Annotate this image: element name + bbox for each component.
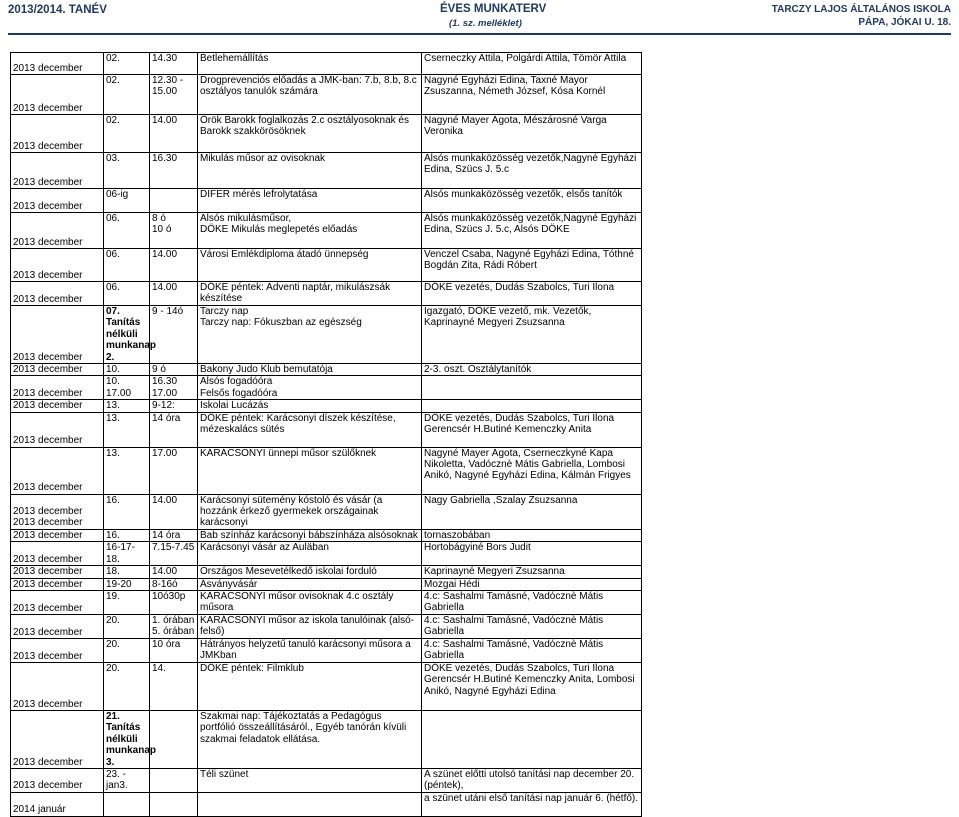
responsible-cell: a szünet utáni első tanítási nap január 6. (hétfő). xyxy=(422,792,642,816)
table-row xyxy=(11,792,642,816)
time-cell xyxy=(150,768,198,792)
time-cell: 9 ó xyxy=(150,364,198,376)
time-cell: 14.00 xyxy=(150,115,198,153)
table-row xyxy=(11,53,642,75)
table-row xyxy=(11,75,642,115)
day-cell: 20. xyxy=(104,614,150,638)
month-cell: 2013 december xyxy=(11,249,104,282)
responsible-cell: tornaszobában xyxy=(422,529,642,541)
event-cell: Ásványvásár xyxy=(198,578,422,590)
responsible-cell: Venczel Csaba, Nagyné Egyházi Edina, Tóthné Bogdán Zita, Rádi Róbert xyxy=(422,249,642,282)
event-cell: Iskolai Lucázás xyxy=(198,400,422,412)
school-year: 2013/2014. TANÉV xyxy=(8,4,107,16)
table-row xyxy=(11,189,642,213)
month-cell: 2013 december xyxy=(11,306,104,364)
month-cell: 2013 december xyxy=(11,213,104,249)
event-cell: Alsós fogadóóra Felsős fogadóóra xyxy=(198,376,422,400)
month-cell: 2013 december xyxy=(11,412,104,447)
month-cell: 2013 december xyxy=(11,189,104,213)
month-cell: 2013 december xyxy=(11,529,104,541)
event-cell: Betlehemállítás xyxy=(198,53,422,75)
responsible-cell: Igazgató, DÖKE vezető, mk. Vezetők, Kaprinayné Megyeri Zsuzsanna xyxy=(422,306,642,364)
table-row xyxy=(11,376,642,400)
day-cell: 03. xyxy=(104,153,150,189)
event-cell: Karácsonyi sütemény kóstoló és vásár (a hozzánk érkező gyermekek országainak karácsonyi xyxy=(198,494,422,529)
table-row xyxy=(11,364,642,376)
month-cell: 2013 december xyxy=(11,768,104,792)
table-row xyxy=(11,768,642,792)
table-row xyxy=(11,153,642,189)
time-cell: 17.00 xyxy=(150,447,198,494)
time-cell: 16.30 xyxy=(150,153,198,189)
time-cell: 14 óra xyxy=(150,529,198,541)
responsible-cell: Hortobágyiné Bors Judit xyxy=(422,542,642,566)
time-cell: 12.30 - 15.00 xyxy=(150,75,198,115)
month-cell: 2013 december xyxy=(11,710,104,768)
day-cell: 02. xyxy=(104,75,150,115)
month-cell: 2013 december xyxy=(11,614,104,638)
time-cell: 14.00 xyxy=(150,282,198,306)
month-cell: 2013 december xyxy=(11,447,104,494)
responsible-cell: DÖKE vezetés, Dudás Szabolcs, Turi Ilona Gerencsér H.Butiné Kemenczky Anita xyxy=(422,412,642,447)
event-cell: Bakony Judo Klub bemutatója xyxy=(198,364,422,376)
month-cell: 2013 december xyxy=(11,662,104,710)
table-row xyxy=(11,542,642,566)
responsible-cell: A szünet előtti utolsó tanítási nap december 20. (péntek), xyxy=(422,768,642,792)
responsible-cell: Kaprinayné Megyeri Zsuzsanna xyxy=(422,566,642,578)
time-cell xyxy=(150,792,198,816)
table-row xyxy=(11,710,642,768)
event-cell: Országos Mesevetélkedő iskolai forduló xyxy=(198,566,422,578)
event-cell: DIFER mérés lefrolytatása xyxy=(198,189,422,213)
responsible-cell: Alsós munkaközösség vezetők,Nagyné Egyházi Edina, Szücs J. 5.c, Alsós DÖKE xyxy=(422,213,642,249)
time-cell: 10 óra xyxy=(150,638,198,662)
responsible-cell: Alsós munkaközösség vezetők,Nagyné Egyházi Edina, Szücs J. 5.c xyxy=(422,153,642,189)
responsible-cell: Alsós munkaközösség vezetők, elsős tanítók xyxy=(422,189,642,213)
responsible-cell: Nagyné Mayer Ágota, Mészárosné Varga Veronika xyxy=(422,115,642,153)
month-cell: 2013 december xyxy=(11,115,104,153)
table-row xyxy=(11,249,642,282)
table-row xyxy=(11,494,642,529)
time-cell: 14.00 xyxy=(150,494,198,529)
time-cell: 14 óra xyxy=(150,412,198,447)
event-cell: DÖKE péntek: Filmklub xyxy=(198,662,422,710)
time-cell: 14.30 xyxy=(150,53,198,75)
time-cell: 10ó30p xyxy=(150,590,198,614)
day-cell: 16. xyxy=(104,529,150,541)
time-cell: 16.30 17.00 xyxy=(150,376,198,400)
event-cell: Karácsonyi vásár az Auläban xyxy=(198,542,422,566)
time-cell: 14.00 xyxy=(150,566,198,578)
event-cell: DÖKE péntek: Adventi naptár, mikulászsák készítése xyxy=(198,282,422,306)
table-row xyxy=(11,412,642,447)
event-cell: Alsós mikulásműsor, DÖKE Mikulás meglepetés előadás xyxy=(198,213,422,249)
day-cell: 16. xyxy=(104,494,150,529)
day-cell: 13. xyxy=(104,447,150,494)
day-cell: 13. xyxy=(104,412,150,447)
time-cell: 8 ó 10 ó xyxy=(150,213,198,249)
document-title: ÉVES MUNKATERV xyxy=(440,3,547,15)
table-row xyxy=(11,400,642,412)
responsible-cell: 4.c: Sashalmi Tamásné, Vadócznè Mátis Gabriella xyxy=(422,590,642,614)
table-row xyxy=(11,447,642,494)
time-cell: 14.00 xyxy=(150,249,198,282)
responsible-cell: Mozgai Hédi xyxy=(422,578,642,590)
event-cell: Örök Barokk foglalkozás 2.c osztályosoknak és Barokk szakkörösöknek xyxy=(198,115,422,153)
table-row xyxy=(11,566,642,578)
event-cell: KARÁCSONYI műsor az iskola tanulóinak (alsó-felső) xyxy=(198,614,422,638)
time-cell: 9-12: xyxy=(150,400,198,412)
page-header xyxy=(0,0,959,40)
school-address: PÁPA, JÓKAI U. 18. xyxy=(858,17,951,28)
schedule-body xyxy=(11,53,642,817)
responsible-cell: Nagyné Mayer Ágota, Cserneczkyné Kapa Nikoletta, Vadócznè Mátis Gabriella, Lombosi Anikó, Nagyné Egyházi Edina, Kálmán Frigyes xyxy=(422,447,642,494)
month-cell: 2013 december xyxy=(11,590,104,614)
responsible-cell: 2-3. oszt. Osztálytanítók xyxy=(422,364,642,376)
day-cell: 19-20 xyxy=(104,578,150,590)
month-cell: 2013 december xyxy=(11,53,104,75)
event-cell: Tarczy nap Tarczy nap: Fókuszban az egészség xyxy=(198,306,422,364)
responsible-cell: Cserneczky Attila, Polgárdi Attila, Tömör Attila xyxy=(422,53,642,75)
day-cell: 06-ig xyxy=(104,189,150,213)
event-cell: Téli szünet xyxy=(198,768,422,792)
time-cell: 9 - 14ó xyxy=(150,306,198,364)
month-cell: 2013 december 2013 december xyxy=(11,494,104,529)
event-cell xyxy=(198,792,422,816)
responsible-cell: 4.c: Sashalmi Tamásné, Vadócznè Mátis Gabriella xyxy=(422,614,642,638)
day-cell: 06. xyxy=(104,249,150,282)
time-cell xyxy=(150,710,198,768)
time-cell xyxy=(150,189,198,213)
month-cell: 2013 december xyxy=(11,364,104,376)
responsible-cell: DÖKE vezetés, Dudás Szabolcs, Turi Ilona Gerencsér H.Butiné Kemenczky Anita, Lombosi Anikó, Nagyné Egyházi Edina xyxy=(422,662,642,710)
day-cell: 06. xyxy=(104,282,150,306)
event-cell: DÖKE péntek: Karácsonyi díszek készítése, mézeskalács sütés xyxy=(198,412,422,447)
time-cell: 14. xyxy=(150,662,198,710)
responsible-cell: Nagyné Egyházi Edina, Taxné Mayor Zsuszanna, Németh József, Kósa Kornél xyxy=(422,75,642,115)
month-cell: 2013 december xyxy=(11,566,104,578)
responsible-cell xyxy=(422,710,642,768)
table-row xyxy=(11,590,642,614)
table-row xyxy=(11,529,642,541)
month-cell: 2013 december xyxy=(11,542,104,566)
table-row xyxy=(11,662,642,710)
event-cell: Drogprevenciós előadás a JMK-ban: 7.b, 8.b, 8.c osztályos tanulók számára xyxy=(198,75,422,115)
school-name: TARCZY LAJOS ÁLTALÁNOS ISKOLA xyxy=(771,4,951,15)
event-cell: KARÁCSONYI műsor ovisoknak 4.c osztály műsora xyxy=(198,590,422,614)
time-cell: 8-16ó xyxy=(150,578,198,590)
day-cell xyxy=(104,792,150,816)
month-cell: 2013 december xyxy=(11,400,104,412)
day-cell: 06. xyxy=(104,213,150,249)
responsible-cell: 4.c: Sashalmi Tamásné, Vadócznè Mátis Gabriella xyxy=(422,638,642,662)
month-cell: 2014 január xyxy=(11,792,104,816)
month-cell: 2013 december xyxy=(11,153,104,189)
document-subtitle: (1. sz. melléklet) xyxy=(449,18,522,29)
day-cell: 10. xyxy=(104,364,150,376)
day-cell: 20. xyxy=(104,662,150,710)
responsible-cell xyxy=(422,376,642,400)
month-cell: 2013 december xyxy=(11,282,104,306)
table-row xyxy=(11,306,642,364)
responsible-cell xyxy=(422,400,642,412)
day-cell: 07. Tanítás nélküli munkanap 2. xyxy=(104,306,150,364)
month-cell: 2013 december xyxy=(11,376,104,400)
responsible-cell: DÖKE vezetés, Dudás Szabolcs, Turi Ilona xyxy=(422,282,642,306)
table-row xyxy=(11,282,642,306)
time-cell: 1. órában 5. órában xyxy=(150,614,198,638)
day-cell: 13. xyxy=(104,400,150,412)
event-cell: KARÁCSONYI ünnepi műsor szülőknek xyxy=(198,447,422,494)
table-row xyxy=(11,213,642,249)
event-cell: Szakmai nap: Tájékoztatás a Pedagógus portfólió összeállításáról., Egyéb tanórán kívüli szakmai feladatok ellátása. xyxy=(198,710,422,768)
event-cell: Mikulás műsor az ovisoknak xyxy=(198,153,422,189)
table-row xyxy=(11,614,642,638)
day-cell: 02. xyxy=(104,53,150,75)
month-cell: 2013 december xyxy=(11,638,104,662)
responsible-cell: Nagy Gabriella ,Szalay Zsuzsanna xyxy=(422,494,642,529)
table-row xyxy=(11,115,642,153)
month-cell: 2013 december xyxy=(11,578,104,590)
day-cell: 16-17-18. xyxy=(104,542,150,566)
time-cell: 7.15-7.45 xyxy=(150,542,198,566)
event-cell: Bab színház karácsonyi bábszínháza alsósoknak xyxy=(198,529,422,541)
day-cell: 02. xyxy=(104,115,150,153)
day-cell: 20. xyxy=(104,638,150,662)
day-cell: 19. xyxy=(104,590,150,614)
month-cell: 2013 december xyxy=(11,75,104,115)
event-cell: Hátrányos helyzetű tanuló karácsonyi műsora a JMKban xyxy=(198,638,422,662)
day-cell: 23. - jan3. xyxy=(104,768,150,792)
event-cell: Városi Emlékdiploma átadó ünnepség xyxy=(198,249,422,282)
table-row xyxy=(11,638,642,662)
day-cell: 18. xyxy=(104,566,150,578)
header-divider xyxy=(8,33,951,35)
schedule-table xyxy=(10,52,642,817)
table-row xyxy=(11,578,642,590)
day-cell: 21. Tanítás nélküli munkanap 3. xyxy=(104,710,150,768)
day-cell: 10. 17.00 xyxy=(104,376,150,400)
